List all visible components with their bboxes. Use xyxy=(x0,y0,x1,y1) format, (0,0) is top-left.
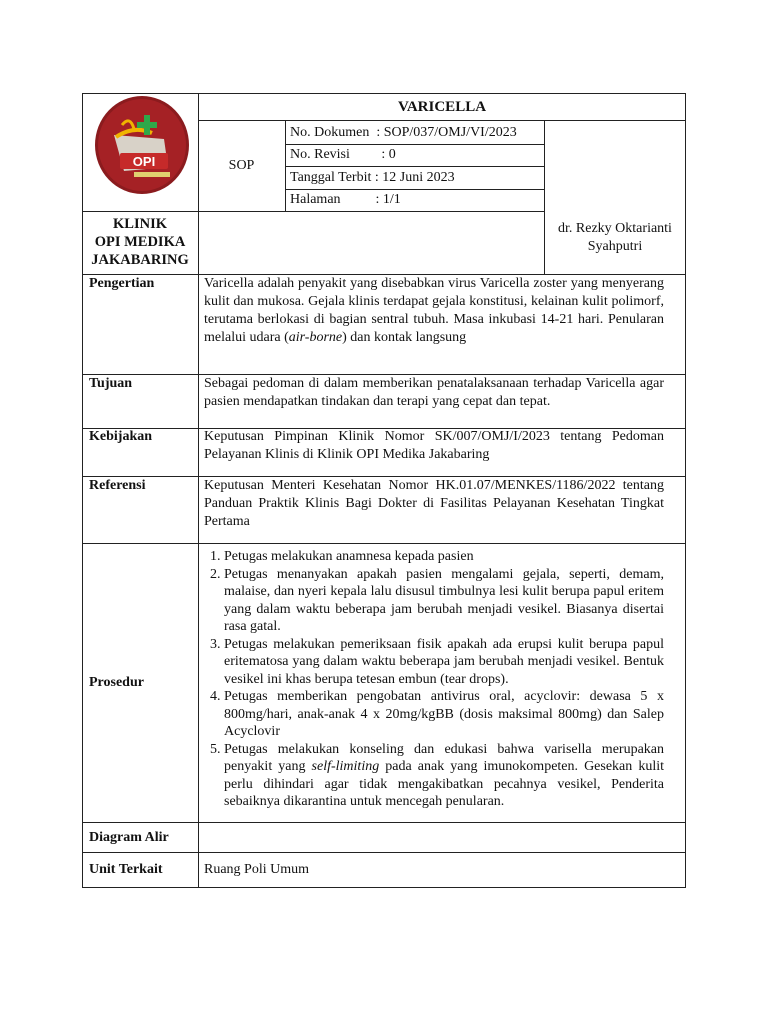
text-pengertian: Varicella adalah penyakit yang disebabkan virus Varicella zoster yang menyerang kulit dan mukosa. Gejala klinis terdapat gejala konstitusi, kelainan kulit polimorf, terutama berlokasi di bagian sentral tubuh. Masa inkubasi 14-21 hari. Penularan melalui udara (air-borne) dan kontak langsung xyxy=(204,276,664,345)
clinic-name: KLINIK OPI MEDIKA JAKABARING xyxy=(91,216,189,268)
divider-referensi xyxy=(82,543,686,544)
sop-document xyxy=(82,93,685,888)
divider-prosedur xyxy=(82,822,686,823)
list-item: 3. Petugas melakukan pemeriksaan fisik apakah ada erupsi kulit berupa papul eritematosa yang dalam waktu beberapa jam berubah menjadi vesikel. Bentuk vesikel ini khas berupa tetesan embun (tear drops). xyxy=(224,636,664,689)
prosedur-steps xyxy=(204,548,664,811)
label-unit-terkait: Unit Terkait xyxy=(89,862,163,877)
page-count: Halaman : 1/1 xyxy=(290,192,401,207)
text-referensi: Keputusan Menteri Kesehatan Nomor HK.01.07/MENKES/1186/2022 tentang Panduan Praktik Klinis Bagi Dokter di Fasilitas Pelayanan Kesehatan Tingkat Pertama xyxy=(204,478,664,529)
revision-number: No. Revisi : 0 xyxy=(290,147,396,162)
label-diagram-alir: Diagram Alir xyxy=(89,830,169,845)
divider-title xyxy=(198,120,686,121)
divider-revisi xyxy=(285,166,544,167)
issue-date: Tanggal Terbit : 12 Juni 2023 xyxy=(290,170,455,185)
list-item: 5. Petugas melakukan konseling dan edukasi bahwa varisella merupakan penyakit yang self-limiting pada anak yang imunokompeten. Gesekan kulit perlu dihindari agar tidak mengakibatkan pecahnya vesikel, Penderita sebaiknya dikarantina untuk mencegah penularan. xyxy=(224,741,664,811)
divider-sop-bottom xyxy=(198,211,544,212)
prosedur-list xyxy=(204,548,664,811)
clinic-logo-icon xyxy=(94,95,190,195)
sop-label: SOP xyxy=(228,158,255,173)
divider-doc-no xyxy=(285,144,544,145)
text-tujuan: Sebagai pedoman di dalam memberikan penatalaksanaan terhadap Varicella agar pasien mendapatkan tindakan dan terapi yang cepat dan tepat. xyxy=(204,376,664,409)
label-tujuan: Tujuan xyxy=(89,376,133,391)
text-unit-terkait: Ruang Poli Umum xyxy=(204,862,310,877)
label-referensi: Referensi xyxy=(89,478,146,493)
divider-tanggal xyxy=(285,189,544,190)
signer-name: dr. Rezky Oktarianti Syahputri xyxy=(558,221,672,254)
label-prosedur: Prosedur xyxy=(89,675,144,690)
text-kebijakan: Keputusan Pimpinan Klinik Nomor SK/007/OMJ/I/2023 tentang Pedoman Pelayanan Klinis di Klinik OPI Medika Jakabaring xyxy=(204,429,664,462)
label-kebijakan: Kebijakan xyxy=(89,429,153,444)
divider-header-top xyxy=(82,211,198,212)
list-item: 2. Petugas menanyakan apakah pasien mengalami gejala, seperti, demam, malaise, dan nyeri kepala lalu disusul timbulnya lesi kulit berupa papul eritem yang dalam waktu beberapa jam berubah menjadi vesikel. Biasanya disertai rasa gatal. xyxy=(224,566,664,636)
list-item: 1. Petugas melakukan anamnesa kepada pasien xyxy=(224,548,664,566)
list-item: 4. Petugas memberikan pengobatan antivirus oral, acyclovir: dewasa 5 x 800mg/hari, anak-anak 4 x 20mg/kgBB (dosis maksimal 800mg) dan Salep Acyclovir xyxy=(224,688,664,741)
divider-diagram xyxy=(82,852,686,853)
logo-text: OPI xyxy=(132,154,156,169)
doc-number: No. Dokumen : SOP/037/OMJ/VI/2023 xyxy=(290,125,517,140)
label-pengertian: Pengertian xyxy=(89,276,155,291)
clinic-logo xyxy=(94,95,190,195)
divider-label-column xyxy=(198,93,199,888)
page-title: VARICELLA xyxy=(397,99,487,115)
sop-table xyxy=(82,93,685,888)
